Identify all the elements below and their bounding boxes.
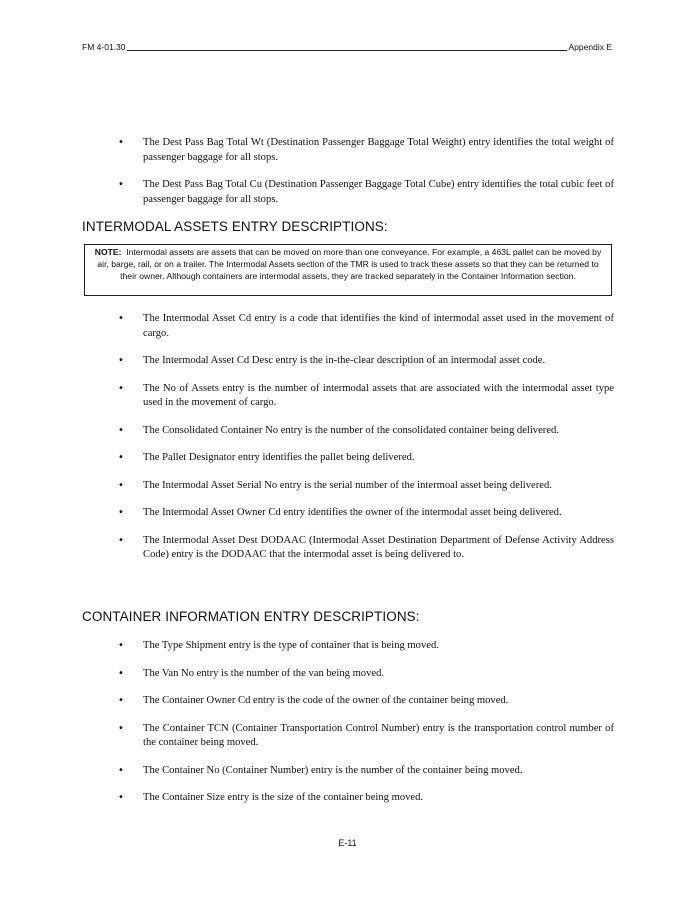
bullet-icon: • bbox=[118, 640, 124, 651]
bullet-icon: • bbox=[118, 479, 124, 491]
intermodal-bullet-list bbox=[82, 312, 614, 576]
bullet-icon: • bbox=[118, 507, 124, 518]
header-rule bbox=[127, 49, 566, 51]
list-item: • The Intermodal Asset Serial No entry is the serial number of the intermoal asset being delivered. bbox=[82, 479, 614, 494]
bullet-icon: • bbox=[118, 313, 124, 324]
list-item: • The Container Size entry is the size of the container being moved. bbox=[82, 791, 614, 806]
appendix-label: Appendix E bbox=[568, 42, 612, 52]
list-item: • The Intermodal Asset Dest DODAAC (Intermodal Asset Destination Department of Defense Activity Address Code) entry is the DODAAC that the intermodal asset is being delivered to. bbox=[118, 534, 614, 560]
note-label: NOTE: bbox=[94, 247, 122, 257]
list-item: • The Dest Pass Bag Total Cu (Destination Passenger Baggage Total Cube) entry identifies the total cubic feet of passenger baggage for all stops. bbox=[118, 179, 614, 205]
list-item: • The Container No (Container Number) entry is the number of the container being moved. bbox=[82, 764, 614, 779]
bullet-icon: • bbox=[118, 382, 124, 394]
bullet-icon: • bbox=[118, 424, 124, 436]
list-item: • The Van No entry is the number of the van being moved. bbox=[82, 667, 614, 682]
list-item: • The Consolidated Container No entry is the number of the consolidated container being delivered. bbox=[82, 424, 614, 439]
list-item: • The Container Owner Cd entry is the code of the owner of the container being moved. bbox=[82, 694, 614, 709]
page-number: E-11 bbox=[338, 838, 357, 848]
list-item: • The No of Assets entry is the number of intermodal assets that are associated with the intermodal asset type used in the movement of cargo. bbox=[118, 382, 614, 408]
list-item: • The Type Shipment entry is the type of container that is being moved. bbox=[82, 639, 614, 654]
bullet-icon: • bbox=[118, 667, 124, 679]
list-item: • The Intermodal Asset Owner Cd entry identifies the owner of the intermodal asset being delivered. bbox=[82, 506, 614, 521]
list-item: • The Dest Pass Bag Total Wt (Destination Passenger Baggage Total Weight) entry identifies the total weight of passenger baggage for all stops. bbox=[118, 137, 614, 163]
bullet-icon: • bbox=[118, 137, 124, 148]
bullet-icon: • bbox=[118, 534, 124, 546]
list-item: • The Container TCN (Container Transportation Control Number) entry is the transportation control number of the container being moved. bbox=[118, 722, 614, 748]
intermodal-section-heading: INTERMODAL ASSETS ENTRY DESCRIPTIONS: bbox=[82, 219, 388, 234]
running-header bbox=[82, 41, 612, 53]
container-bullet-list bbox=[82, 639, 614, 819]
bullet-icon: • bbox=[118, 722, 124, 734]
intro-bullet-list bbox=[82, 136, 614, 220]
bullet-icon: • bbox=[118, 695, 124, 706]
manual-id: FM 4-01.30 bbox=[82, 42, 126, 52]
container-section-heading: CONTAINER INFORMATION ENTRY DESCRIPTIONS: bbox=[82, 609, 420, 624]
list-item: • The Pallet Designator entry identifies the pallet being delivered. bbox=[82, 451, 614, 466]
bullet-icon: • bbox=[118, 792, 124, 803]
list-item: • The Intermodal Asset Cd entry is a code that identifies the kind of intermodal asset used in the movement of cargo. bbox=[118, 313, 614, 339]
bullet-icon: • bbox=[118, 355, 124, 366]
bullet-icon: • bbox=[118, 452, 124, 463]
bullet-icon: • bbox=[118, 179, 124, 190]
note-box bbox=[84, 244, 612, 296]
list-item: • The Intermodal Asset Cd Desc entry is the in-the-clear description of an intermodal asset code. bbox=[82, 354, 614, 369]
note-text: Intermodal assets are assets that can be moved on more than one conveyance. For example, a 463L pallet can be moved by air, barge, rail, or on a trailer. The Intermodal Assets section of the TMR is used to track these assets so that they can be returned to their owner. Although containers are intermodal assets, they are tracked separately in the Container Information section. bbox=[97, 247, 602, 281]
bullet-icon: • bbox=[118, 764, 124, 776]
